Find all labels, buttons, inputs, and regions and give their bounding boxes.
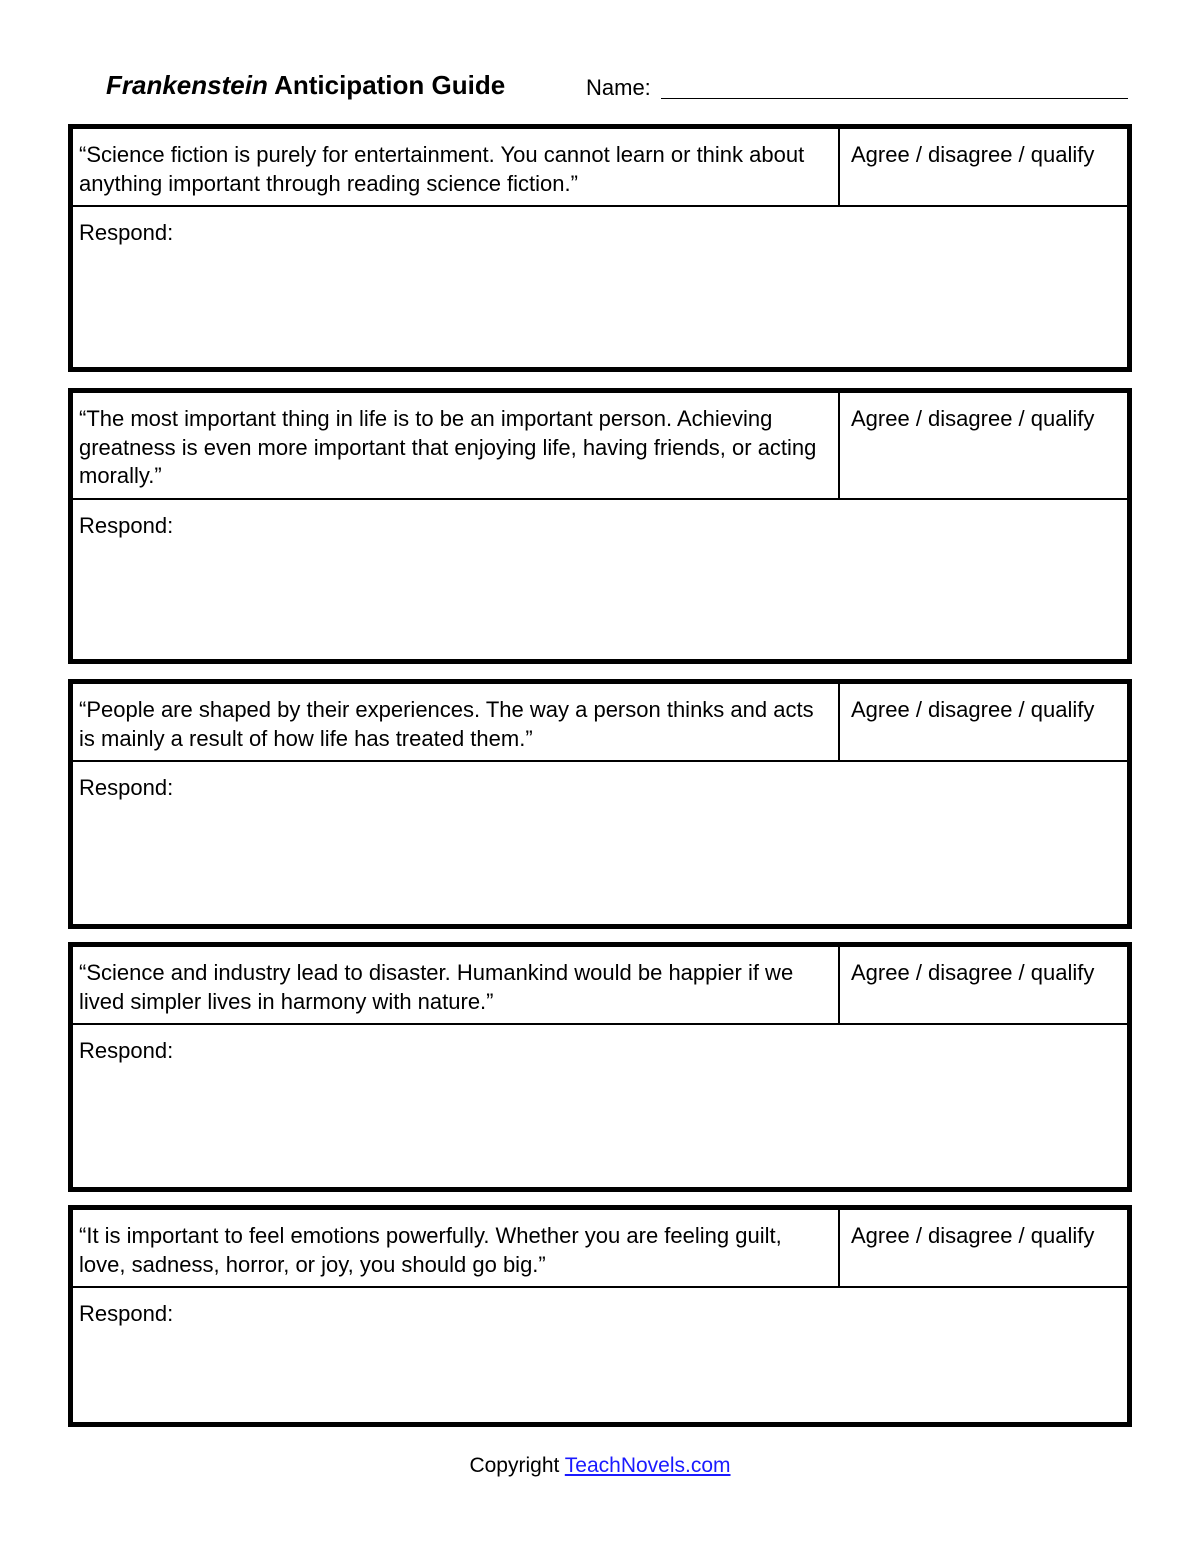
- agree-disagree-qualify[interactable]: Agree / disagree / qualify: [851, 960, 1095, 985]
- statement-row: [73, 1210, 1127, 1288]
- statement-box-4: [68, 942, 1132, 1192]
- name-label: Name:: [586, 75, 651, 100]
- statement-row: [73, 129, 1127, 207]
- agree-disagree-qualify[interactable]: Agree / disagree / qualify: [851, 697, 1095, 722]
- respond-area[interactable]: Respond:: [79, 220, 174, 245]
- statement-text: “Science fiction is purely for entertainment. You cannot learn or think about anything important through reading science fiction.”: [73, 129, 840, 205]
- statement-row: [73, 684, 1127, 762]
- title-book-name: Frankenstein: [106, 70, 268, 100]
- agree-disagree-qualify[interactable]: Agree / disagree / qualify: [851, 406, 1095, 431]
- page-header: [106, 70, 1130, 110]
- statement-box-1: [68, 124, 1132, 372]
- respond-area[interactable]: Respond:: [79, 513, 174, 538]
- statement-text: “The most important thing in life is to be an important person. Achieving greatness is even more important that enjoying life, having friends, or acting morally.”: [73, 393, 840, 498]
- statement-box-5: [68, 1205, 1132, 1427]
- title-rest: Anticipation Guide: [267, 70, 506, 100]
- statement-row: [73, 393, 1127, 500]
- teachnovels-link[interactable]: TeachNovels.com: [564, 1454, 731, 1477]
- copyright-label: Copyright: [469, 1454, 565, 1477]
- name-input-line[interactable]: [661, 98, 1128, 99]
- statement-text: “It is important to feel emotions powerfully. Whether you are feeling guilt, love, sadness, horror, or joy, you should go big.”: [73, 1210, 840, 1286]
- respond-area[interactable]: Respond:: [79, 775, 174, 800]
- respond-area[interactable]: Respond:: [79, 1038, 174, 1063]
- statement-text: “Science and industry lead to disaster. Humankind would be happier if we lived simpler lives in harmony with nature.”: [73, 947, 840, 1023]
- respond-area[interactable]: Respond:: [79, 1301, 174, 1326]
- footer: [0, 1454, 1200, 1478]
- statement-box-3: [68, 679, 1132, 929]
- statement-text: “People are shaped by their experiences. The way a person thinks and acts is mainly a result of how life has treated them.”: [73, 684, 840, 760]
- page-title: [106, 70, 505, 101]
- agree-disagree-qualify[interactable]: Agree / disagree / qualify: [851, 1223, 1095, 1248]
- statement-box-2: [68, 388, 1132, 664]
- statement-row: [73, 947, 1127, 1025]
- agree-disagree-qualify[interactable]: Agree / disagree / qualify: [851, 142, 1095, 167]
